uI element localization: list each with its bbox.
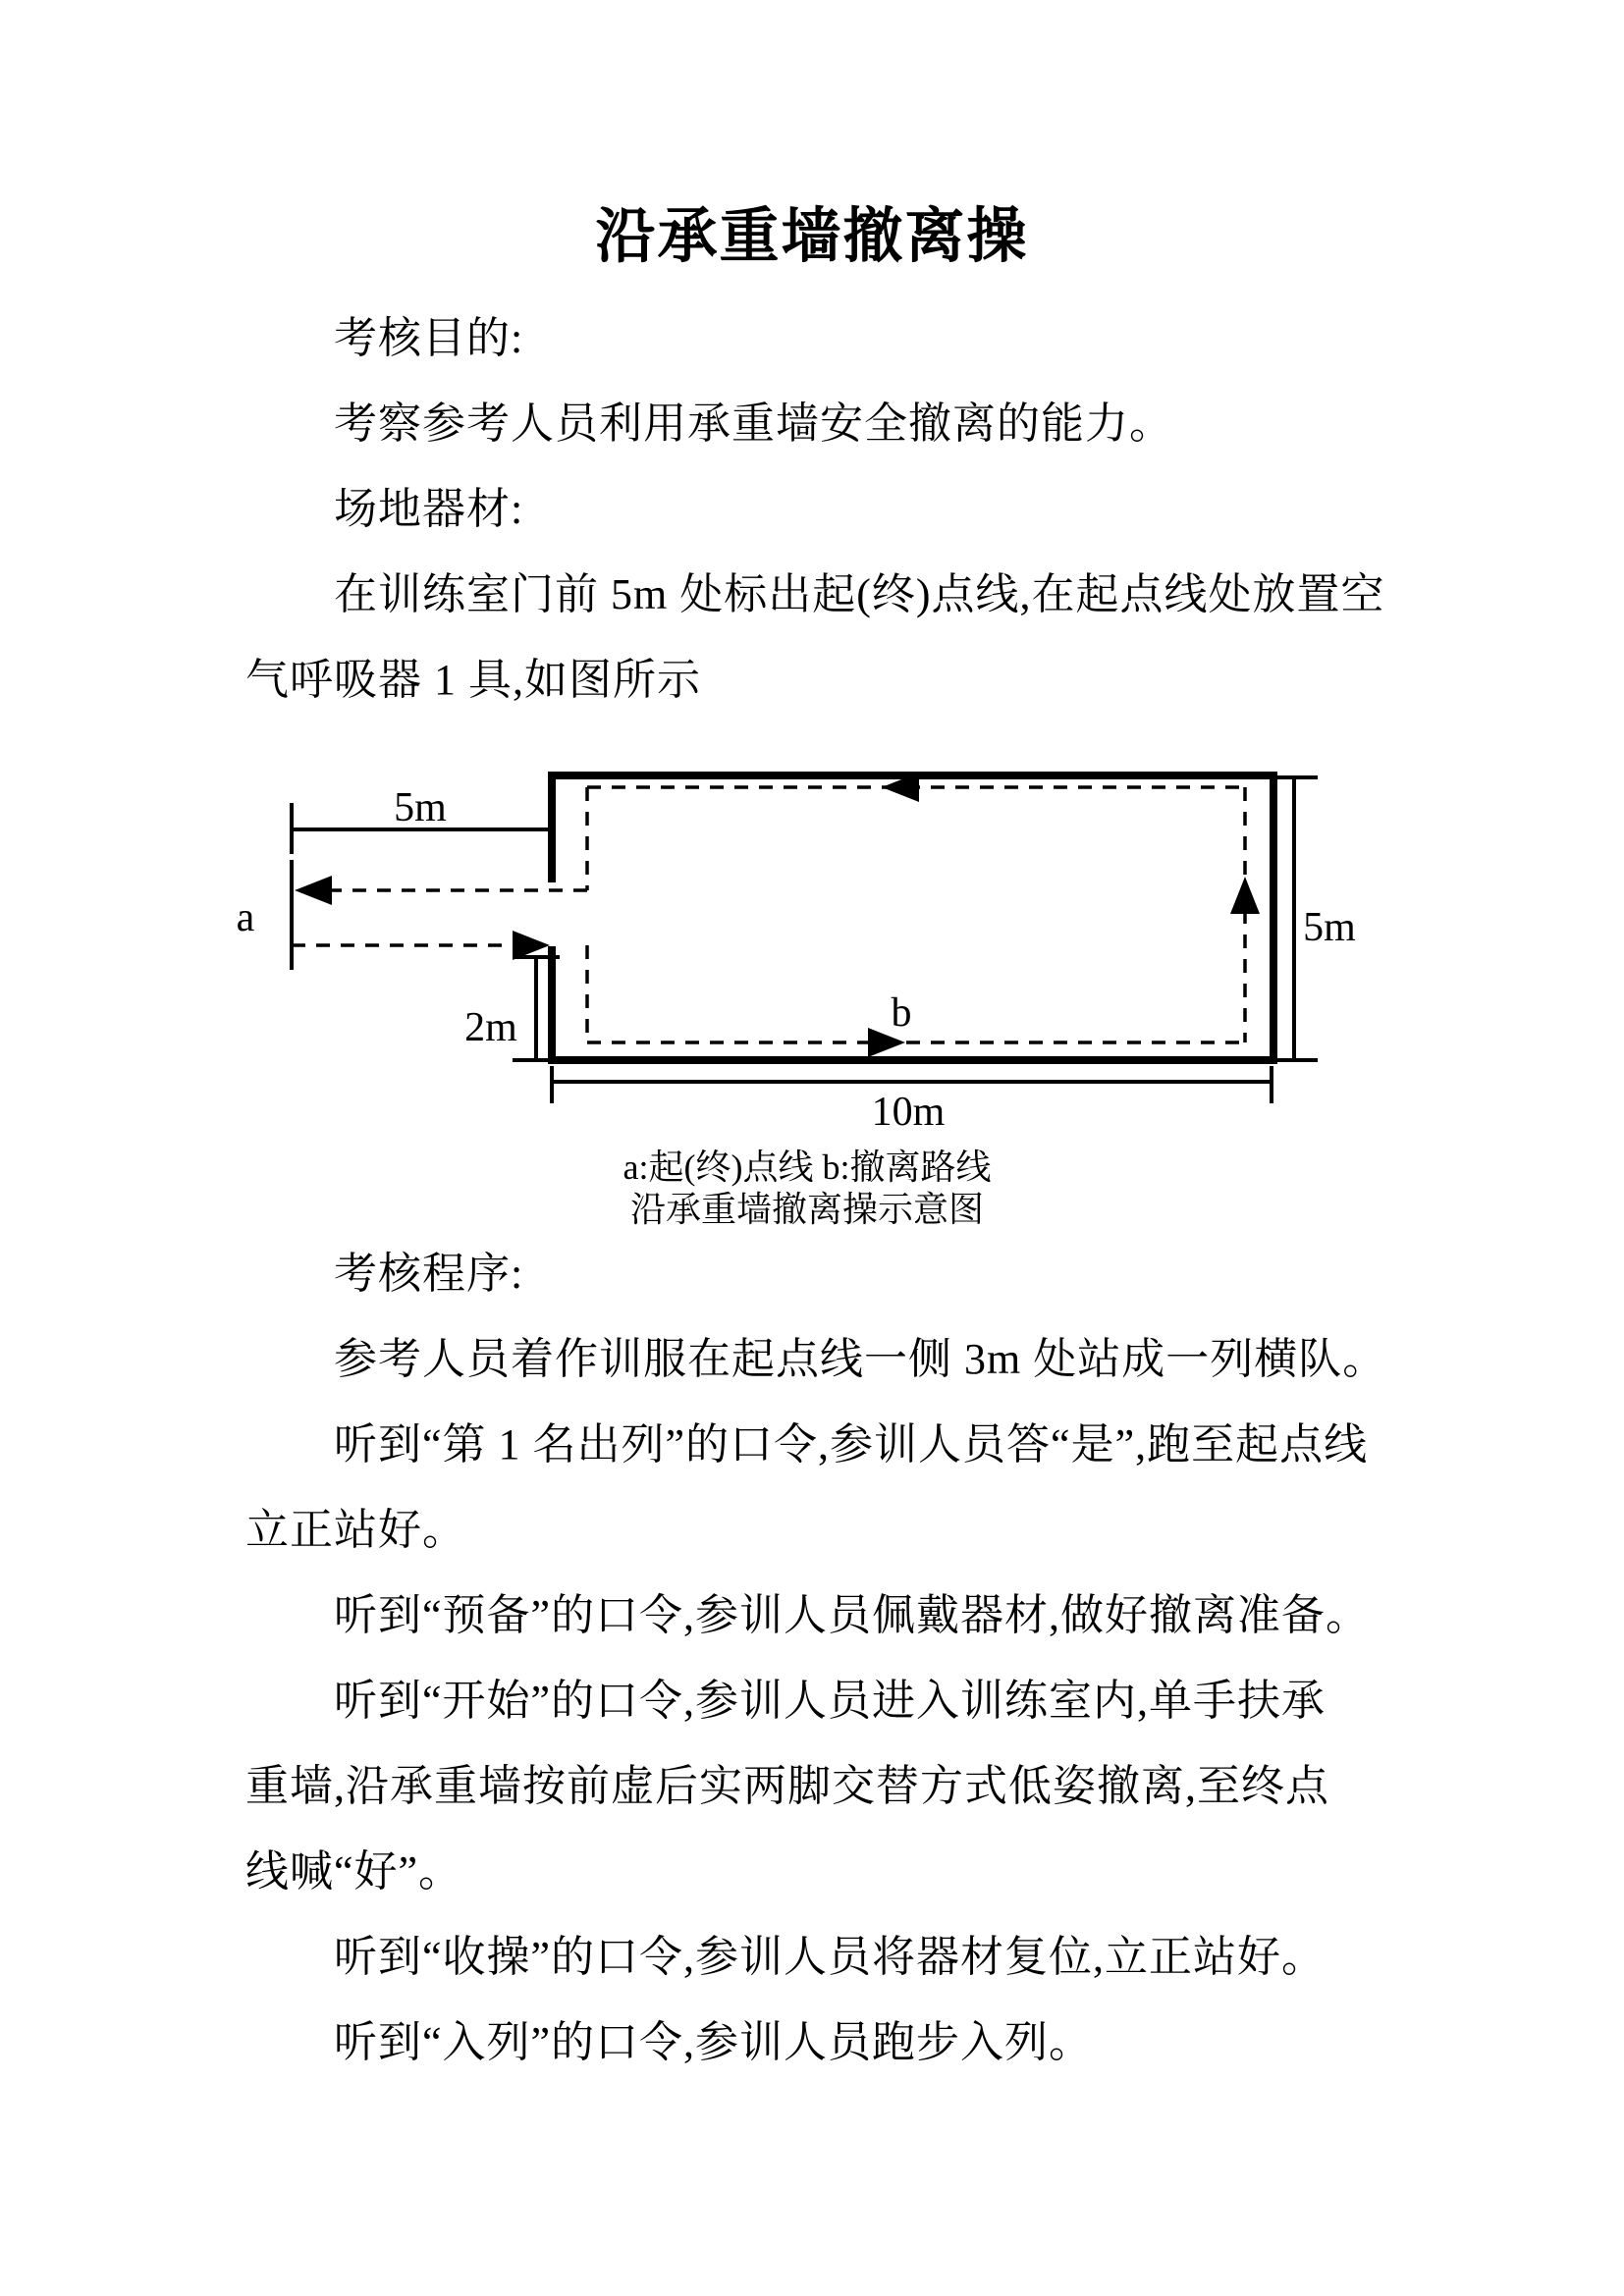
text-line: 场地器材: — [334, 485, 524, 533]
document-title: 沿承重墙撤离操 — [595, 204, 1029, 270]
text-line: 气呼吸器 1 具,如图所示 — [245, 656, 701, 704]
label-wall-2m: 2m — [464, 1005, 517, 1050]
label-room-width-10m: 10m — [871, 1090, 946, 1135]
text-line: 在训练室门前 5m 处标出起(终)点线,在起点线处放置空 — [334, 570, 1385, 618]
text-line: 听到“收操”的口令,参训人员将器材复位,立正站好。 — [334, 1933, 1326, 1981]
text-line: 参考人员着作训服在起点线一侧 3m 处站成一列横队。 — [334, 1335, 1387, 1383]
label-route-b: b — [891, 990, 912, 1036]
figure-caption-legend: a:起(终)点线 b:撤离路线 — [623, 1148, 992, 1187]
label-start-line-a: a — [236, 895, 255, 940]
text-line: 重墙,沿承重墙按前虚后实两脚交替方式低姿撤离,至终点 — [245, 1762, 1329, 1810]
text-line: 考核目的: — [334, 314, 524, 362]
text-line: 线喊“好”。 — [245, 1847, 463, 1896]
room-walls — [552, 775, 1273, 1060]
text-line: 听到“第 1 名出列”的口令,参训人员答“是”,跑至起点线 — [334, 1420, 1369, 1468]
text-line: 立正站好。 — [245, 1506, 466, 1554]
training-room-diagram — [0, 726, 1624, 1247]
arrow-route-right-up-icon — [1230, 877, 1260, 914]
label-room-height-5m: 5m — [1303, 905, 1356, 950]
arrow-exit-left-icon — [295, 876, 332, 905]
text-line: 考核程序: — [334, 1250, 524, 1298]
text-line: 听到“开始”的口令,参训人员进入训练室内,单手扶承 — [334, 1677, 1326, 1725]
text-line: 听到“预备”的口令,参训人员佩戴器材,做好撤离准备。 — [334, 1591, 1371, 1639]
figure-caption-title: 沿承重墙撤离操示意图 — [629, 1190, 985, 1229]
label-corridor-5m: 5m — [394, 785, 447, 830]
text-line: 听到“入列”的口令,参训人员跑步入列。 — [334, 2018, 1094, 2066]
text-line: 考察参考人员利用承重墙安全撤离的能力。 — [334, 400, 1173, 448]
